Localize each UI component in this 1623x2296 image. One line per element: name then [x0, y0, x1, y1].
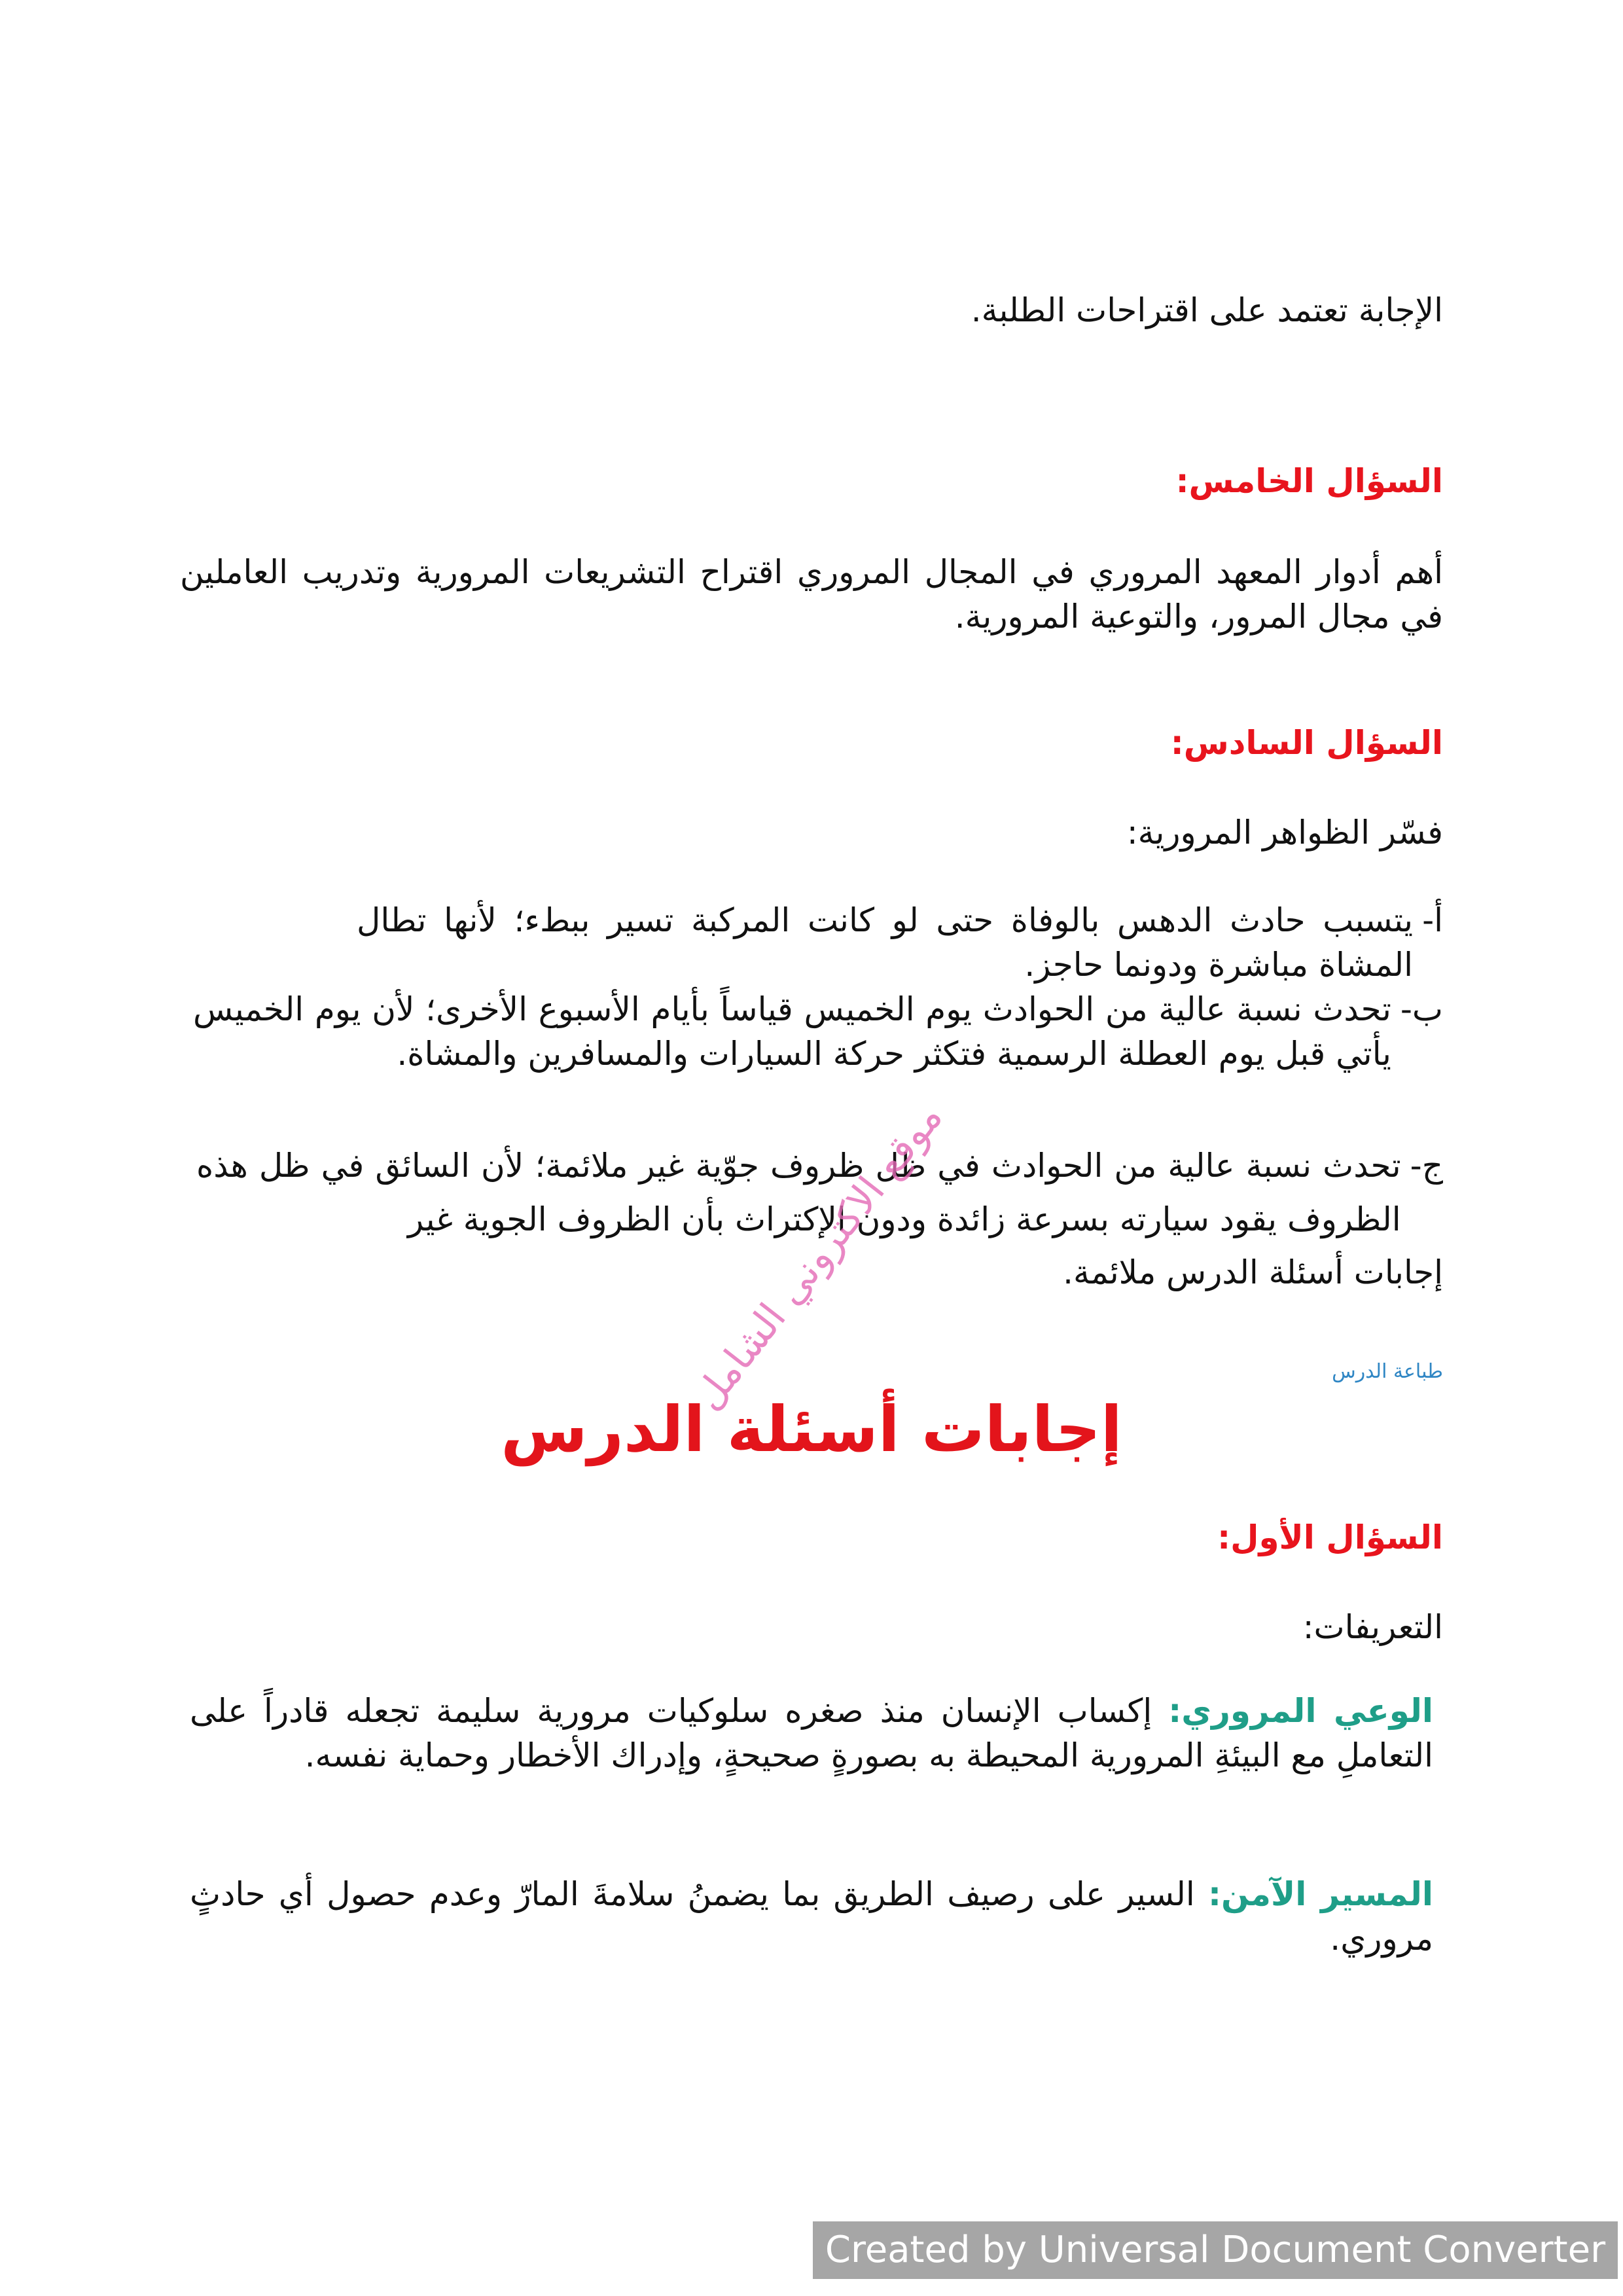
item-label: ج-	[1410, 1147, 1443, 1185]
definition-text: السير على رصيف الطريق بما يضمنُ سلامةَ المارّ وعدم حصول أي حادثٍ مروري.	[190, 1875, 1433, 1958]
definition-traffic-awareness	[190, 1689, 1433, 1778]
question-5-answer: أهم أدوار المعهد المروري في المجال المروري اقتراح التشريعات المرورية وتدريب العاملين في مجال المرور، والتوعية المرورية.	[180, 553, 1443, 636]
print-lesson-link[interactable]: طباعة الدرس	[1332, 1360, 1443, 1383]
item-text: يتسبب حادث الدهس بالوفاة حتى لو كانت المركبة تسير ببطء؛ لأنها تطال المشاة مباشرة ودونما حاجز.	[357, 901, 1414, 984]
answers-main-title: إجابات أسئلة الدرس	[501, 1393, 1122, 1466]
question-1-heading: السؤال الأول:	[1217, 1518, 1443, 1556]
definition-safe-walking	[190, 1872, 1433, 1961]
question-6-trailing-text: إجابات أسئلة الدرس ملائمة.	[1063, 1253, 1443, 1291]
question-6-prompt: فسّر الظواهر المرورية:	[1126, 814, 1443, 852]
item-text: تحدث نسبة عالية من الحوادث يوم الخميس قياساً بأيام الأسبوع الأخرى؛ لأن يوم الخميس يأتي قبل يوم العطلة الرسمية فتكثر حركة السيارات والمسافرين والمشاة.	[193, 990, 1391, 1073]
definition-term: المسير الآمن:	[1208, 1875, 1433, 1913]
definition-text: إكساب الإنسان منذ صغره سلوكيات مرورية سليمة تجعله قادراً على التعاملِ مع البيئةِ المرورية المحيطة به بصورةٍ صحيحةٍ، وإدراك الأخطار وحماية نفسه.	[190, 1692, 1433, 1774]
question-6-heading: السؤال السادس:	[1170, 724, 1443, 762]
definitions-prompt: التعريفات:	[1302, 1608, 1443, 1646]
item-text: تحدث نسبة عالية من الحوادث في ظل ظروف جوّية غير ملائمة؛ لأن السائق في ظل هذه الظروف يقود سيارته بسرعة زائدة ودون الإكتراث بأن الظروف الجوية غير	[196, 1147, 1401, 1238]
item-label: أ-	[1422, 901, 1443, 939]
intro-text: الإجابة تعتمد على اقتراحات الطلبة.	[971, 291, 1443, 329]
explanation-item-a	[357, 898, 1443, 987]
watermark-text: موقع الاكتروني الشامل	[685, 1094, 952, 1419]
question-5-heading: السؤال الخامس:	[1175, 462, 1443, 500]
definition-term: الوعي المروري:	[1168, 1692, 1433, 1730]
item-label: ب-	[1400, 990, 1443, 1028]
converter-footer-banner: Created by Universal Document Converter	[813, 2221, 1618, 2279]
